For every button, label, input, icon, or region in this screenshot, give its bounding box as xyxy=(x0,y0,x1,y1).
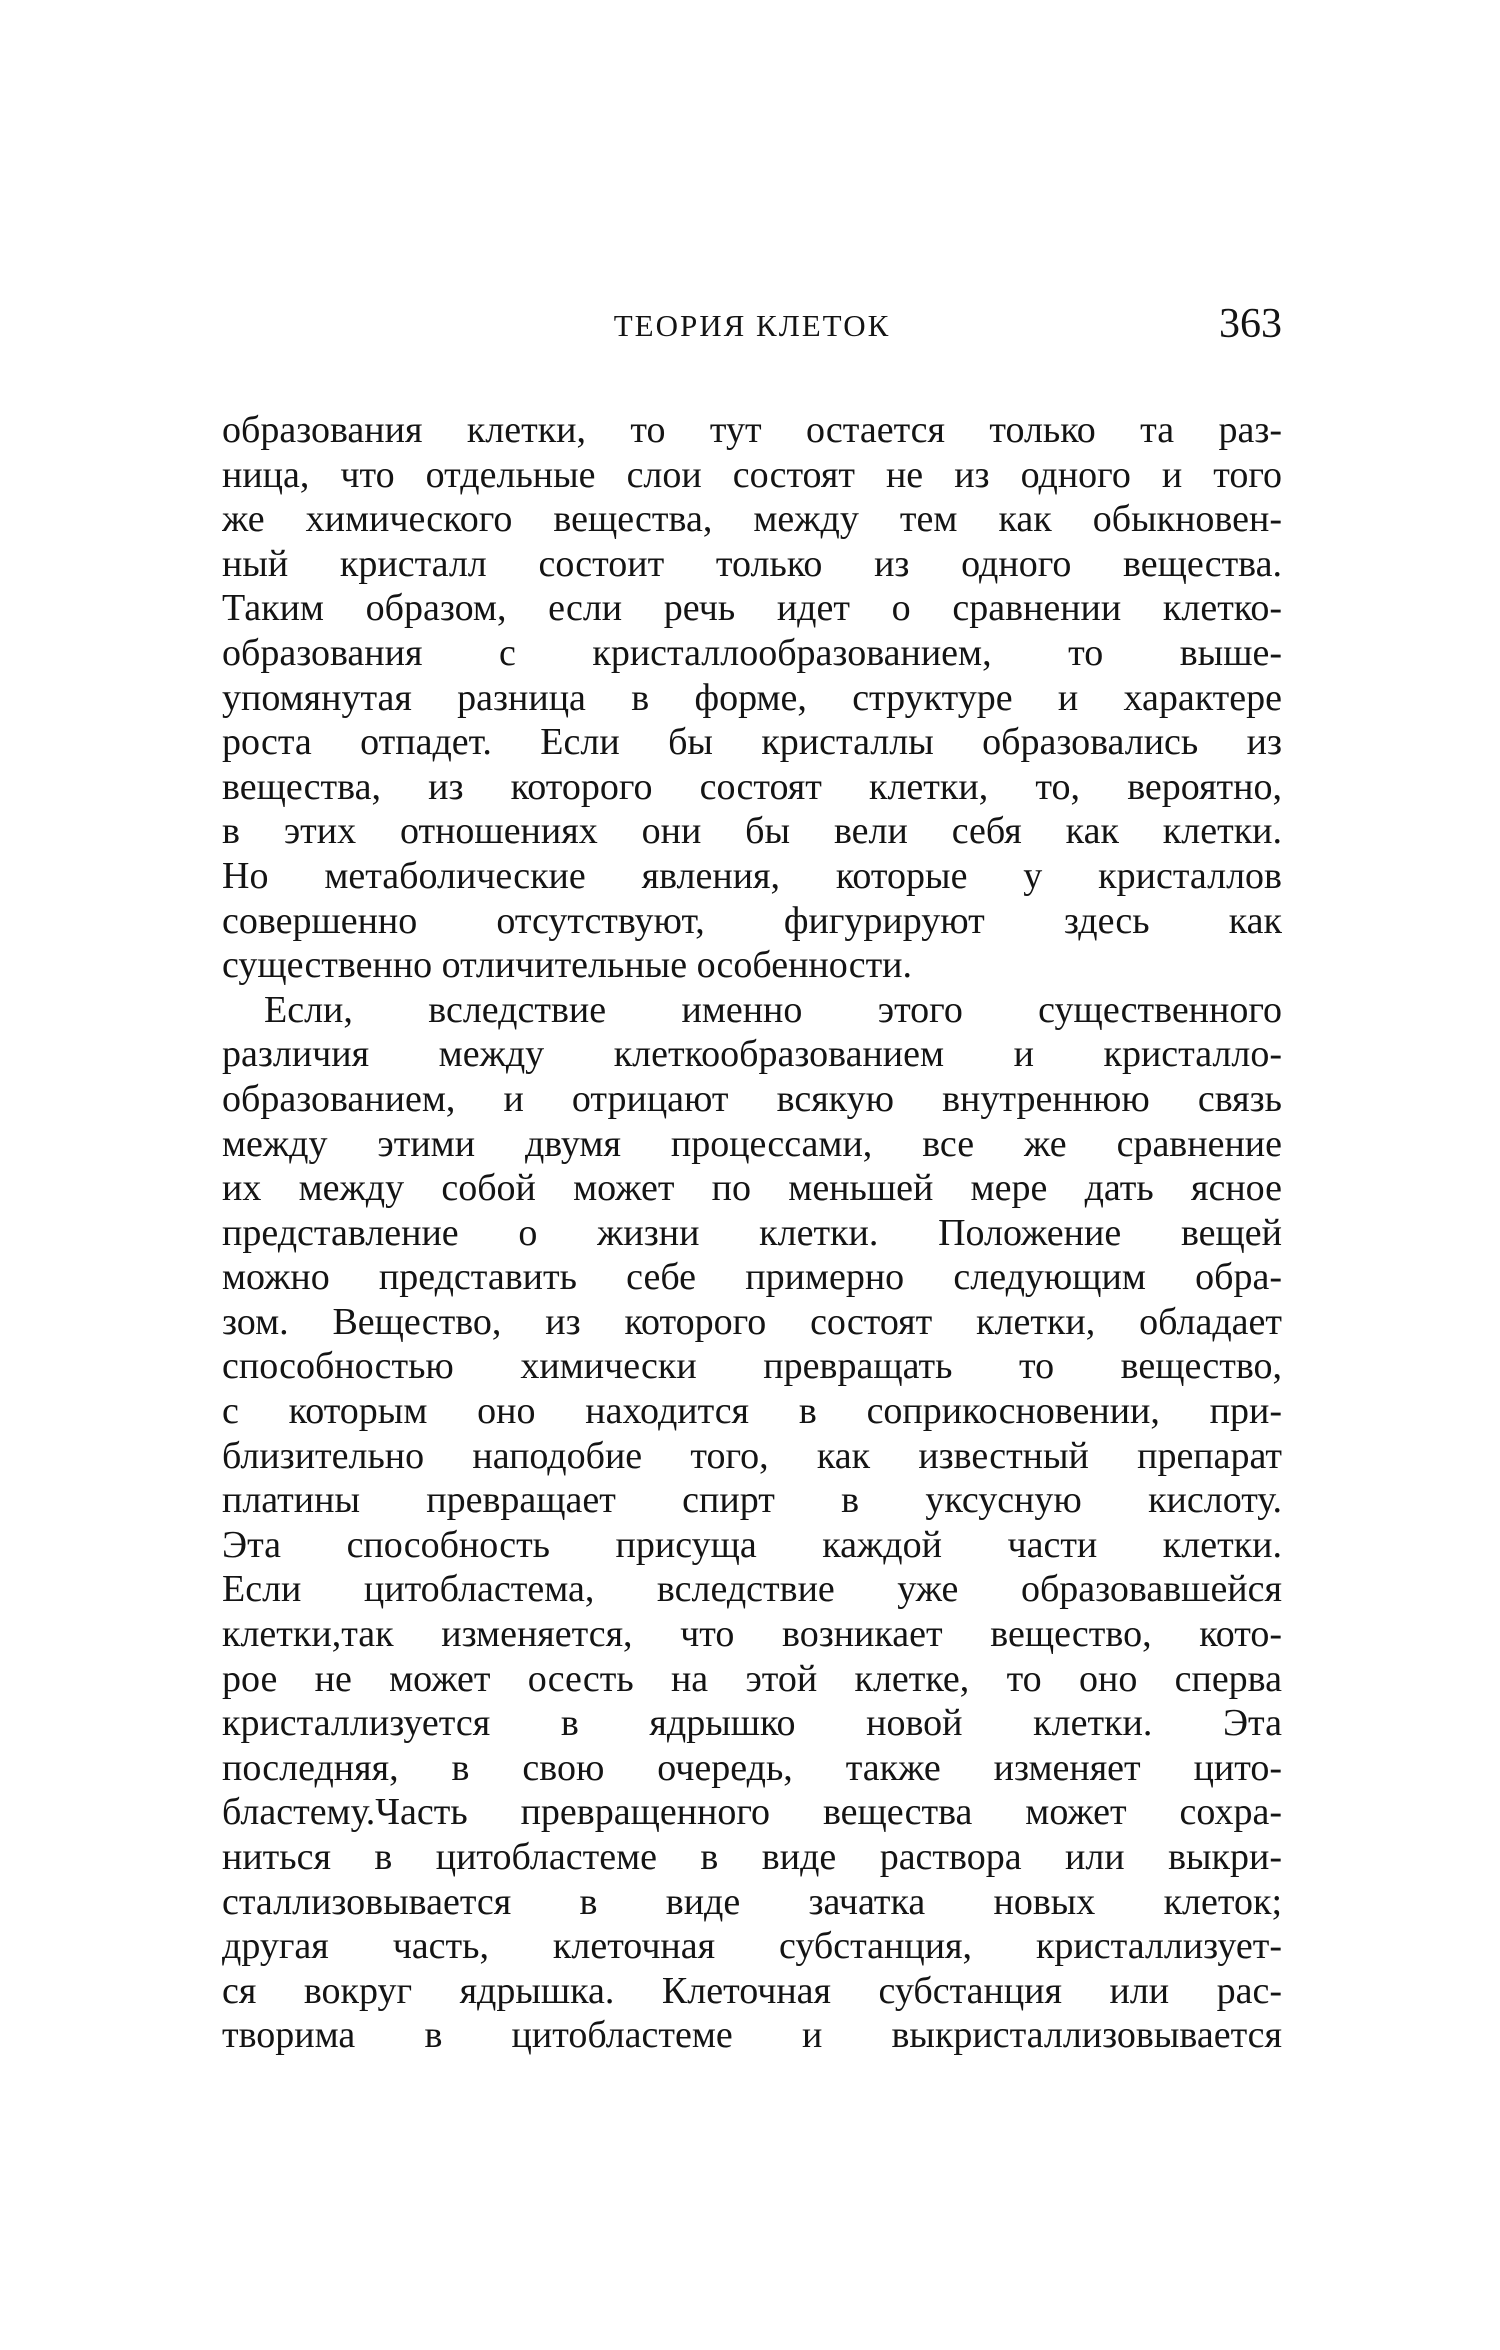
text-line: в этих отношениях они бы вели себя как клетки. xyxy=(222,810,1282,853)
text-line: Если, вследствие именно этого существенного xyxy=(264,988,1282,1031)
text-line: другая часть, клеточная субстанция, кристаллизует- xyxy=(222,1925,1282,1968)
paragraph xyxy=(222,988,1282,2058)
text-line: близительно наподобие того, как известный препарат xyxy=(222,1434,1282,1477)
text-line: представление о жизни клетки. Положение вещей xyxy=(222,1211,1282,1254)
text-line: различия между клеткообразованием и кристалло- xyxy=(222,1033,1282,1076)
text-line: образованием, и отрицают всякую внутреннюю связь xyxy=(222,1077,1282,1120)
text-line: зом. Вещество, из которого состоят клетки, обладает xyxy=(222,1300,1282,1343)
text-line: Если цитобластема, вследствие уже образовавшейся xyxy=(222,1568,1282,1611)
text-line: бластему.Часть превращенного вещества может сохра- xyxy=(222,1791,1282,1834)
text-line: вещества, из которого состоят клетки, то, вероятно, xyxy=(222,765,1282,808)
body-text xyxy=(222,408,1282,2058)
text-line: последняя, в свою очередь, также изменяет цито- xyxy=(222,1746,1282,1789)
text-line: ниться в цитобластеме в виде раствора или выкри- xyxy=(222,1836,1282,1878)
text-line: Эта способность присуща каждой части клетки. xyxy=(222,1523,1282,1566)
text-line: Таким образом, если речь идет о сравнении клетко- xyxy=(222,587,1282,630)
text-line: способностью химически превращать то вещество, xyxy=(222,1345,1282,1388)
text-line: ница, что отдельные слои состоят не из одного и того xyxy=(222,453,1282,496)
text-line: образования с кристаллообразованием, то выше- xyxy=(222,631,1282,674)
text-line: Но метаболические явления, которые у кристаллов xyxy=(222,854,1282,897)
text-line: ся вокруг ядрышка. Клеточная субстанция или рас- xyxy=(222,1969,1282,2012)
text-line: сталлизовывается в виде зачатка новых клеток; xyxy=(222,1880,1282,1923)
text-line: с которым оно находится в соприкосновении, при- xyxy=(222,1390,1282,1433)
text-line: их между собой может по меньшей мере дать ясное xyxy=(222,1167,1282,1210)
text-line: кристаллизуется в ядрышко новой клетки. Эта xyxy=(222,1702,1282,1745)
text-line: рое не может осесть на этой клетке, то оно сперва xyxy=(222,1657,1282,1700)
text-line: роста отпадет. Если бы кристаллы образовались из xyxy=(222,721,1282,764)
text-line: между этими двумя процессами, все же сравнение xyxy=(222,1122,1282,1165)
text-line: существенно отличительные особенности. xyxy=(222,944,913,987)
text-line: ный кристалл состоит только из одного вещества. xyxy=(222,542,1282,585)
text-line: упомянутая разница в форме, структуре и характере xyxy=(222,676,1282,719)
page-number: 363 xyxy=(1219,301,1282,347)
text-line: платины превращает спирт в уксусную кислоту. xyxy=(222,1479,1282,1522)
page-header xyxy=(222,300,1282,360)
running-title: ТЕОРИЯ КЛЕТОК xyxy=(613,308,891,343)
text-line: творима в цитобластеме и выкристаллизовывается xyxy=(222,2014,1282,2057)
text-line: можно представить себе примерно следующим обра- xyxy=(222,1256,1282,1299)
text-line: совершенно отсутствуют, фигурируют здесь как xyxy=(222,899,1282,942)
text-line: образования клетки, то тут остается только та раз- xyxy=(222,409,1282,451)
paragraph xyxy=(222,408,1282,988)
text-line: же химического вещества, между тем как обыкновен- xyxy=(222,498,1282,541)
text-line: клетки,так изменяется, что возникает вещество, кото- xyxy=(222,1613,1282,1656)
